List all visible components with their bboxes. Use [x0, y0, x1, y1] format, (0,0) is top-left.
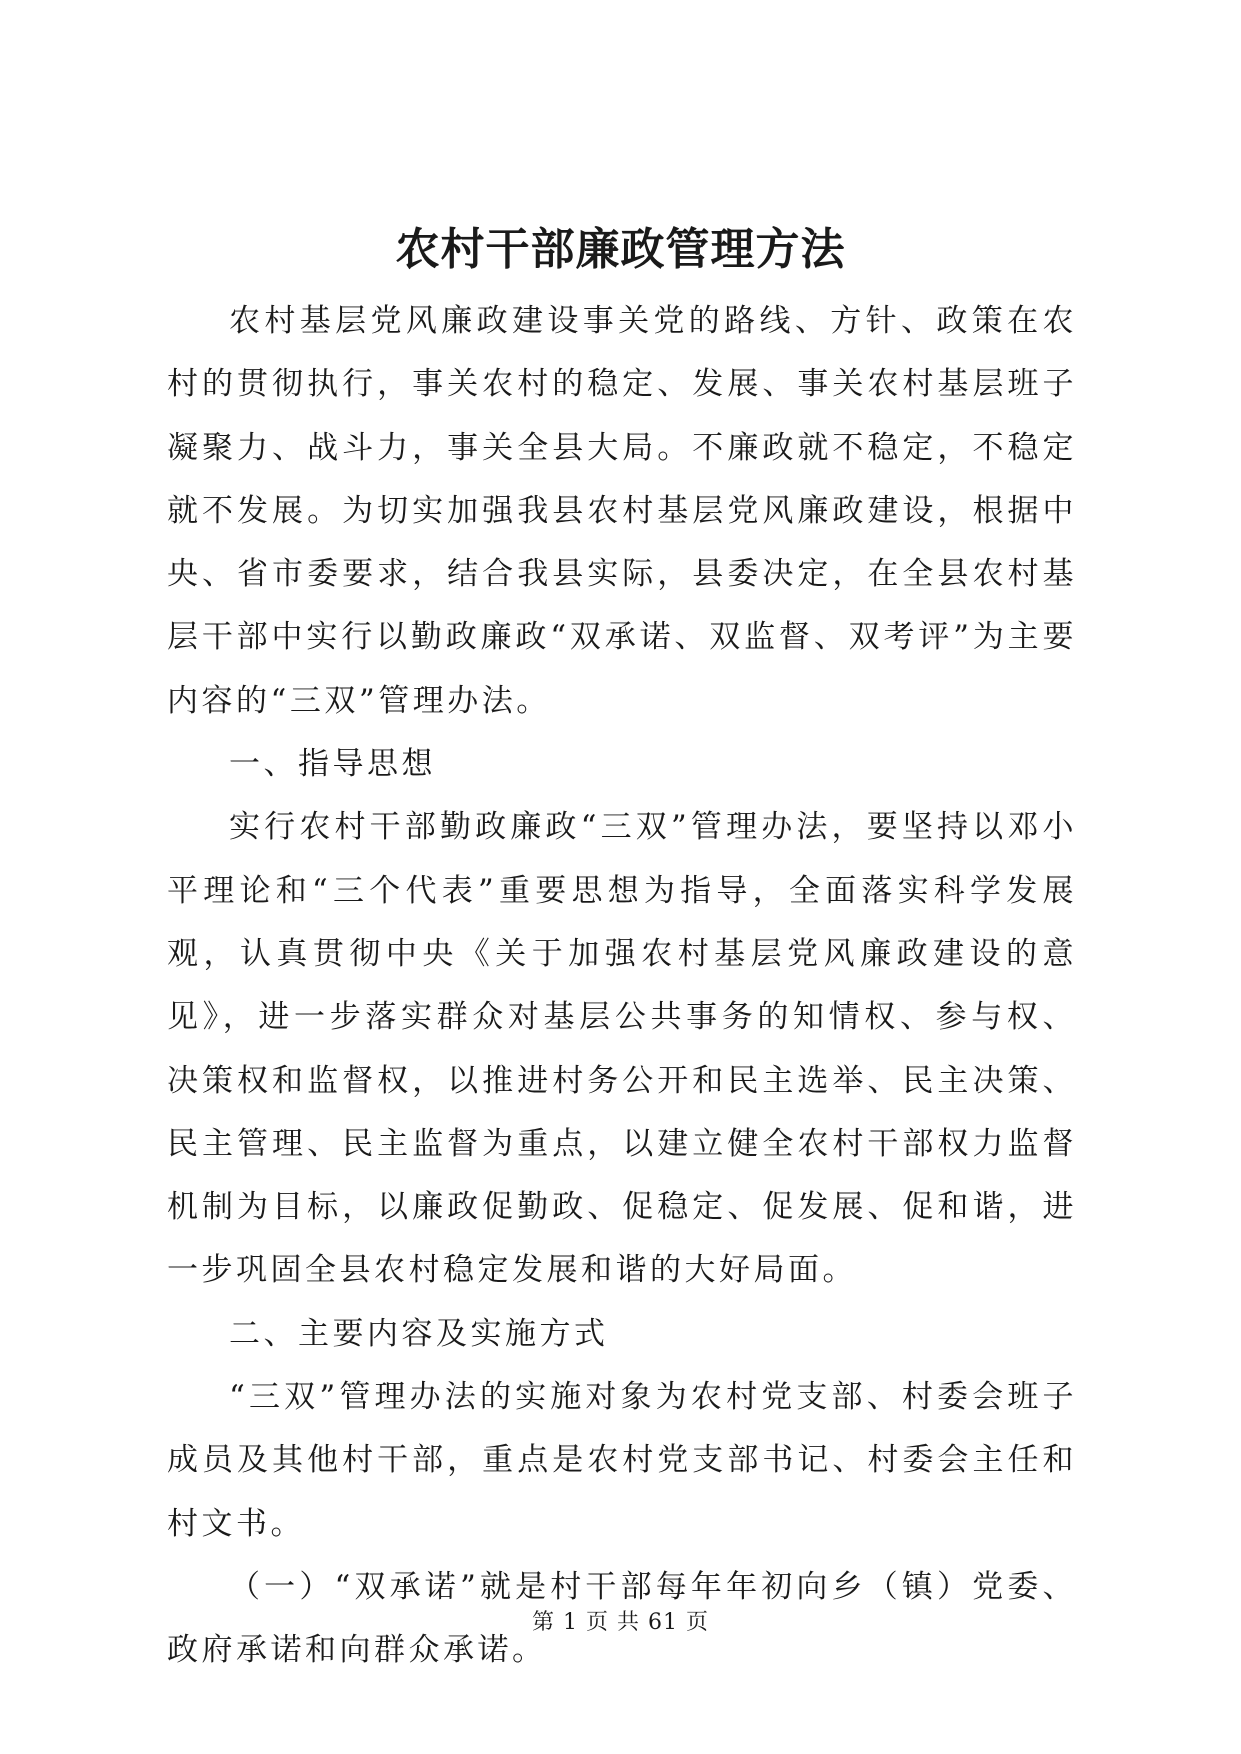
section-heading-main-content: 二、主要内容及实施方式: [229, 1315, 609, 1352]
paragraph-implementation-targets: “三双”管理办法的实施对象为农村党支部、村委会班子成员及其他村干部，重点是农村党支部书记、村委会主任和村文书。: [167, 1379, 1077, 1542]
document-body: [167, 290, 1077, 1683]
paragraph-intro: 农村基层党风廉政建设事关党的路线、方针、政策在农村的贯彻执行，事关农村的稳定、发展、事关农村基层班子凝聚力、战斗力，事关全县大局。不廉政就不稳定，不稳定就不发展。为切实加强我县农村基层党风廉政建设，根据中央、省市委要求，结合我县实际，县委决定，在全县农村基层干部中实行以勤政廉政“双承诺、双监督、双考评”为主要内容的“三双”管理办法。: [167, 303, 1077, 719]
paragraph-guiding-ideology: 实行农村干部勤政廉政“三双”管理办法，要坚持以邓小平理论和“三个代表”重要思想为指导，全面落实科学发展观，认真贯彻中央《关于加强农村基层党风廉政建设的意见》，进一步落实群众对基层公共事务的知情权、参与权、决策权和监督权，以推进村务公开和民主选举、民主决策、民主管理、民主监督为重点，以建立健全农村干部权力监督机制为目标，以廉政促勤政、促稳定、促发展、促和谐，进一步巩固全县农村稳定发展和谐的大好局面。: [167, 809, 1077, 1289]
section-heading-guiding-ideology: 一、指导思想: [229, 746, 436, 783]
paragraph-double-commitment: （一）“双承诺”就是村干部每年年初向乡（镇）党委、政府承诺和向群众承诺。: [167, 1568, 1077, 1669]
document-title: 农村干部廉政管理方法: [395, 224, 846, 275]
page-number-footer: 第 1 页 共 61 页: [532, 1610, 709, 1635]
